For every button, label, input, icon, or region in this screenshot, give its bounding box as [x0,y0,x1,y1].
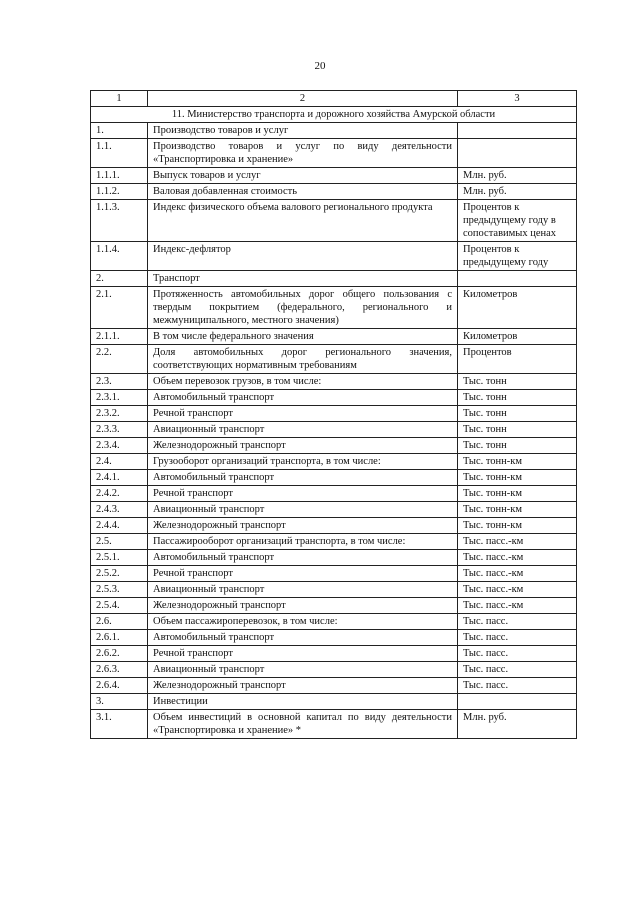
table-row [91,454,577,470]
table-row [91,550,577,566]
table-row [91,662,577,678]
row-unit: Млн. руб. [458,710,577,739]
row-number: 2.3.2. [91,406,148,422]
row-unit: Тыс. пасс. [458,646,577,662]
row-number: 2.4.1. [91,470,148,486]
row-indicator: Речной транспорт [148,486,458,502]
table-row [91,614,577,630]
row-number: 2.6.2. [91,646,148,662]
row-unit: Процентов к предыдущему году [458,242,577,271]
row-unit: Тыс. пасс.-км [458,550,577,566]
row-indicator: Объем инвестиций в основной капитал по виду деятельности «Транспортировка и хранение» * [148,710,458,739]
row-unit: Тыс. тонн-км [458,454,577,470]
row-indicator: Валовая добавленная стоимость [148,184,458,200]
row-indicator: Грузооборот организаций транспорта, в том числе: [148,454,458,470]
row-indicator: Авиационный транспорт [148,502,458,518]
table-row [91,534,577,550]
row-indicator: Речной транспорт [148,566,458,582]
table-row [91,287,577,329]
row-indicator: Выпуск товаров и услуг [148,168,458,184]
row-indicator: Автомобильный транспорт [148,550,458,566]
row-indicator: Протяженность автомобильных дорог общего пользования с твердым покрытием (федерального, регионального и межмуниципального, местного значения) [148,287,458,329]
table-row [91,630,577,646]
section-title: 11. Министерство транспорта и дорожного хозяйства Амурской области [91,107,577,123]
row-unit: Тыс. пасс. [458,614,577,630]
row-indicator: Авиационный транспорт [148,662,458,678]
row-number: 1.1. [91,139,148,168]
table-row [91,422,577,438]
table-row [91,123,577,139]
row-indicator: Доля автомобильных дорог регионального значения, соответствующих нормативным требованиям [148,345,458,374]
row-number: 2.6.4. [91,678,148,694]
row-number: 2.4.2. [91,486,148,502]
row-number: 2.5.4. [91,598,148,614]
row-unit: Тыс. тонн [458,406,577,422]
table-row [91,438,577,454]
row-number: 2.5. [91,534,148,550]
table-row [91,329,577,345]
row-unit: Тыс. тонн-км [458,518,577,534]
header-col-2: 2 [148,91,458,107]
row-unit: Тыс. пасс. [458,630,577,646]
row-indicator: Автомобильный транспорт [148,630,458,646]
row-indicator: Авиационный транспорт [148,582,458,598]
table-row [91,598,577,614]
table-row [91,200,577,242]
row-number: 2.1. [91,287,148,329]
row-indicator: Инвестиции [148,694,458,710]
row-number: 2.5.1. [91,550,148,566]
table-row [91,470,577,486]
table-row [91,694,577,710]
row-unit: Тыс. пасс.-км [458,598,577,614]
row-unit: Тыс. пасс. [458,662,577,678]
section-title-row [91,107,577,123]
page-number: 20 [314,60,326,72]
table-row [91,184,577,200]
row-number: 1.1.2. [91,184,148,200]
row-indicator: Индекс-дефлятор [148,242,458,271]
row-number: 2.2. [91,345,148,374]
row-number: 2.4.4. [91,518,148,534]
row-number: 2.3.1. [91,390,148,406]
table-row [91,345,577,374]
row-number: 2.3. [91,374,148,390]
row-indicator: Объем перевозок грузов, в том числе: [148,374,458,390]
row-indicator: Производство товаров и услуг по виду деятельности «Транспортировка и хранение» [148,139,458,168]
table-row [91,139,577,168]
row-indicator: Авиационный транспорт [148,422,458,438]
row-indicator: Транспорт [148,271,458,287]
row-indicator: Речной транспорт [148,646,458,662]
row-number: 1.1.1. [91,168,148,184]
row-unit: Тыс. тонн [458,390,577,406]
row-unit: Тыс. тонн-км [458,470,577,486]
row-number: 3. [91,694,148,710]
row-unit: Млн. руб. [458,168,577,184]
row-indicator: Автомобильный транспорт [148,390,458,406]
row-indicator: Железнодорожный транспорт [148,598,458,614]
row-indicator: Индекс физического объема валового регионального продукта [148,200,458,242]
row-indicator: Железнодорожный транспорт [148,678,458,694]
table-row [91,646,577,662]
table-header-row [91,91,577,107]
row-number: 2.4.3. [91,502,148,518]
table-row [91,710,577,739]
row-unit: Тыс. пасс. [458,678,577,694]
row-number: 2.5.2. [91,566,148,582]
row-number: 2.5.3. [91,582,148,598]
table-row [91,518,577,534]
row-unit: Млн. руб. [458,184,577,200]
row-unit [458,694,577,710]
row-indicator: Пассажирооборот организаций транспорта, в том числе: [148,534,458,550]
row-number: 2. [91,271,148,287]
row-number: 1.1.4. [91,242,148,271]
row-unit: Километров [458,329,577,345]
table-row [91,242,577,271]
row-unit: Тыс. пасс.-км [458,582,577,598]
row-number: 2.6.1. [91,630,148,646]
row-unit [458,271,577,287]
row-number: 1. [91,123,148,139]
row-unit [458,139,577,168]
row-indicator: Железнодорожный транспорт [148,518,458,534]
row-number: 2.6.3. [91,662,148,678]
row-number: 1.1.3. [91,200,148,242]
indicators-table [90,90,577,739]
row-number: 2.3.3. [91,422,148,438]
row-unit: Тыс. тонн-км [458,486,577,502]
table-row [91,390,577,406]
table-row [91,486,577,502]
row-unit: Тыс. пасс.-км [458,566,577,582]
header-col-3: 3 [458,91,577,107]
table-row [91,271,577,287]
row-indicator: Производство товаров и услуг [148,123,458,139]
table-row [91,678,577,694]
row-unit: Километров [458,287,577,329]
row-indicator: В том числе федерального значения [148,329,458,345]
row-indicator: Железнодорожный транспорт [148,438,458,454]
row-unit: Процентов к предыдущему году в сопоставимых ценах [458,200,577,242]
row-number: 2.1.1. [91,329,148,345]
row-unit: Тыс. тонн [458,438,577,454]
row-unit: Тыс. тонн [458,422,577,438]
table-row [91,582,577,598]
row-indicator: Автомобильный транспорт [148,470,458,486]
row-number: 2.4. [91,454,148,470]
row-unit: Процентов [458,345,577,374]
row-unit [458,123,577,139]
row-number: 3.1. [91,710,148,739]
table-row [91,566,577,582]
row-number: 2.3.4. [91,438,148,454]
row-indicator: Объем пассажироперевозок, в том числе: [148,614,458,630]
row-unit: Тыс. пасс.-км [458,534,577,550]
header-col-1: 1 [91,91,148,107]
table-row [91,168,577,184]
table-row [91,374,577,390]
row-unit: Тыс. тонн-км [458,502,577,518]
table-row [91,406,577,422]
row-number: 2.6. [91,614,148,630]
row-unit: Тыс. тонн [458,374,577,390]
row-indicator: Речной транспорт [148,406,458,422]
table-row [91,502,577,518]
